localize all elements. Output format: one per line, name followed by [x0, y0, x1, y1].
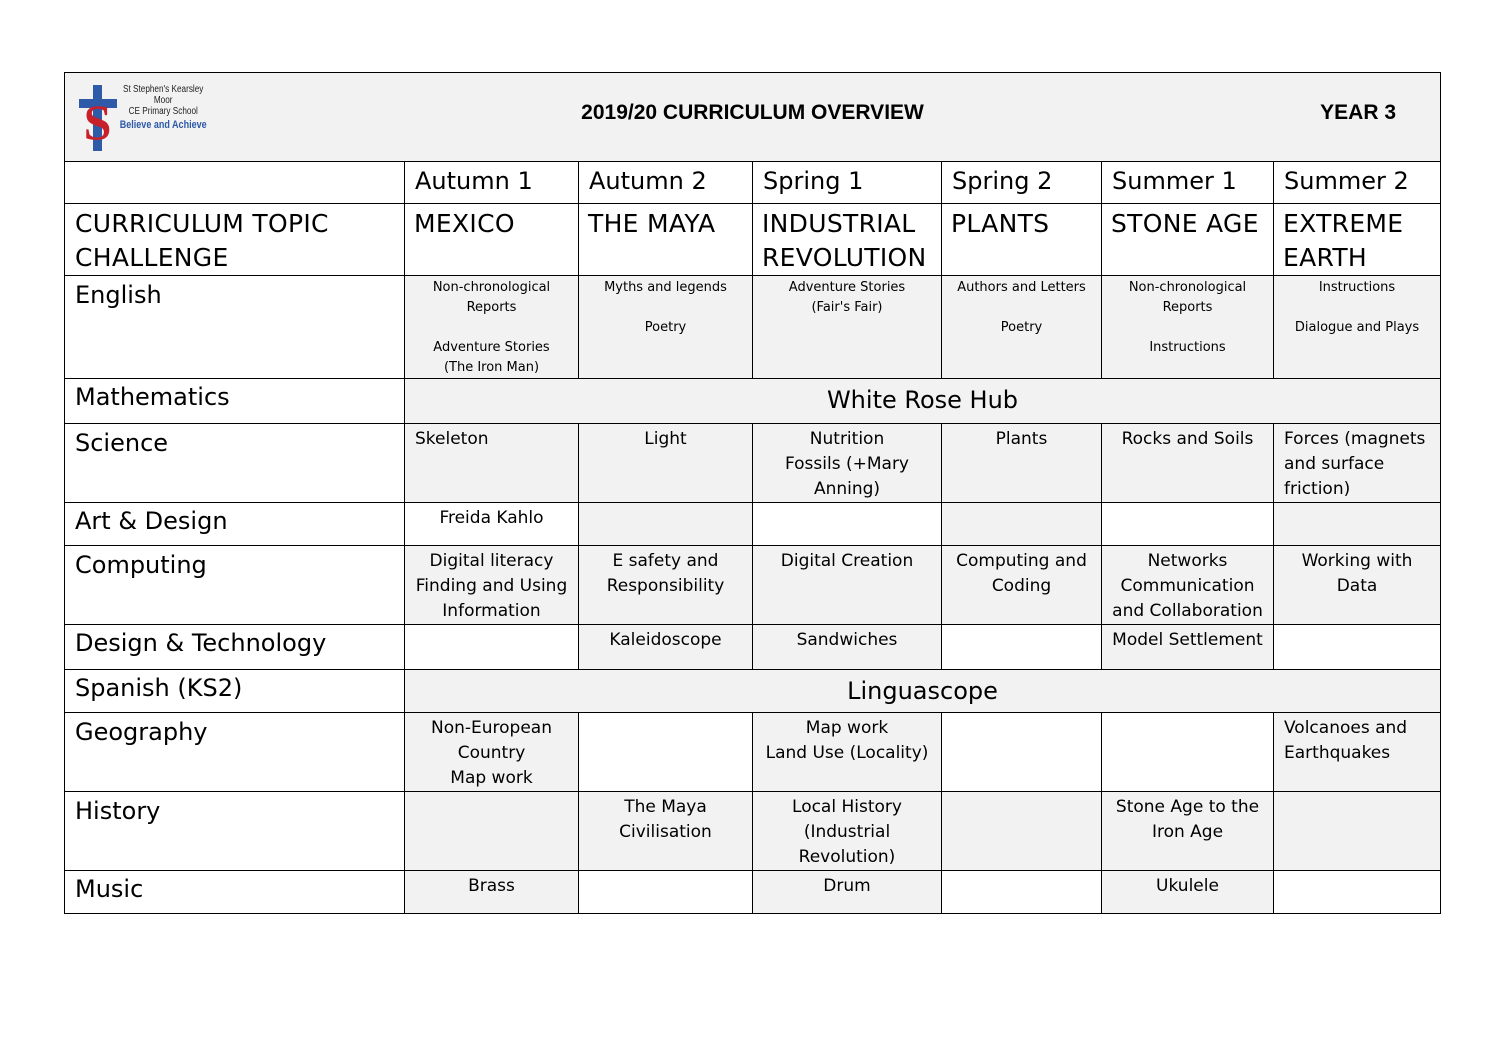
school-name-line1: St Stephen's Kearsley Moor	[122, 84, 204, 106]
history-cell	[942, 792, 1102, 871]
dt-row	[65, 625, 1441, 670]
english-cell: Authors and Letters Poetry	[942, 276, 1102, 379]
music-cell: Ukulele	[1102, 871, 1274, 914]
art-cell: Freida Kahlo	[405, 503, 579, 546]
english-cell: Myths and legends Poetry	[579, 276, 753, 379]
topic-cell: STONE AGE	[1102, 204, 1274, 276]
music-cell	[942, 871, 1102, 914]
term-autumn-1: Autumn 1	[405, 162, 579, 204]
science-row	[65, 424, 1441, 503]
svg-text:S: S	[83, 94, 112, 150]
music-cell	[579, 871, 753, 914]
maths-scheme: White Rose Hub	[405, 379, 1441, 424]
spanish-scheme: Linguascope	[405, 670, 1441, 713]
music-cell: Brass	[405, 871, 579, 914]
term-spring-1: Spring 1	[753, 162, 942, 204]
geography-cell	[579, 713, 753, 792]
computing-cell: Digital Creation	[753, 546, 942, 625]
curriculum-sheet	[64, 72, 1440, 914]
music-cell: Drum	[753, 871, 942, 914]
science-cell: Light	[579, 424, 753, 503]
dt-cell	[942, 625, 1102, 670]
topic-cell: THE MAYA	[579, 204, 753, 276]
history-row	[65, 792, 1441, 871]
english-row	[65, 276, 1441, 379]
science-cell: Plants	[942, 424, 1102, 503]
art-cell	[942, 503, 1102, 546]
year-label: YEAR 3	[1320, 101, 1397, 124]
history-cell: Local History (Industrial Revolution)	[753, 792, 942, 871]
science-cell: Forces (magnets and surface friction)	[1274, 424, 1441, 503]
school-motto: Believe and Achieve	[119, 119, 207, 131]
history-cell: Stone Age to the Iron Age	[1102, 792, 1274, 871]
geography-cell: Map work Land Use (Locality)	[753, 713, 942, 792]
english-cell: Non-chronological Reports Adventure Stories (The Iron Man)	[405, 276, 579, 379]
computing-cell: Computing and Coding	[942, 546, 1102, 625]
history-cell	[1274, 792, 1441, 871]
document-title: 2019/20 CURRICULUM OVERVIEW	[581, 101, 924, 124]
science-cell: Rocks and Soils	[1102, 424, 1274, 503]
subject-label-music: Music	[65, 871, 405, 914]
subject-label-geography: Geography	[65, 713, 405, 792]
dt-cell: Kaleidoscope	[579, 625, 753, 670]
spanish-row	[65, 670, 1441, 713]
computing-cell: Digital literacy Finding and Using Information	[405, 546, 579, 625]
geography-row	[65, 713, 1441, 792]
dt-cell	[1274, 625, 1441, 670]
english-cell: Non-chronological Reports Instructions	[1102, 276, 1274, 379]
topic-cell: MEXICO	[405, 204, 579, 276]
topic-cell: EXTREME EARTH	[1274, 204, 1441, 276]
music-row	[65, 871, 1441, 914]
subject-label-history: History	[65, 792, 405, 871]
subject-label-computing: Computing	[65, 546, 405, 625]
subject-label-dt: Design & Technology	[65, 625, 405, 670]
art-row	[65, 503, 1441, 546]
dt-cell: Model Settlement	[1102, 625, 1274, 670]
computing-cell: Working with Data	[1274, 546, 1441, 625]
history-cell: The Maya Civilisation	[579, 792, 753, 871]
art-cell	[579, 503, 753, 546]
dt-cell	[405, 625, 579, 670]
terms-row	[65, 162, 1441, 204]
music-cell	[1274, 871, 1441, 914]
art-cell	[1274, 503, 1441, 546]
topic-label: CURRICULUM TOPIC CHALLENGE	[65, 204, 405, 276]
term-summer-1: Summer 1	[1102, 162, 1274, 204]
subject-label-art: Art & Design	[65, 503, 405, 546]
geography-cell: Volcanoes and Earthquakes	[1274, 713, 1441, 792]
geography-cell	[942, 713, 1102, 792]
subject-label-science: Science	[65, 424, 405, 503]
science-cell: Skeleton	[405, 424, 579, 503]
topic-cell: PLANTS	[942, 204, 1102, 276]
subject-label-english: English	[65, 276, 405, 379]
school-name-line2: CE Primary School	[128, 106, 198, 117]
english-cell: Instructions Dialogue and Plays	[1274, 276, 1441, 379]
topic-row	[65, 204, 1441, 276]
art-cell	[753, 503, 942, 546]
art-cell	[1102, 503, 1274, 546]
computing-row	[65, 546, 1441, 625]
geography-cell: Non-European Country Map work	[405, 713, 579, 792]
curriculum-table	[64, 72, 1441, 914]
english-cell: Adventure Stories (Fair's Fair)	[753, 276, 942, 379]
dt-cell: Sandwiches	[753, 625, 942, 670]
term-spring-2: Spring 2	[942, 162, 1102, 204]
computing-cell: Networks Communication and Collaboration	[1102, 546, 1274, 625]
topic-cell: INDUSTRIAL REVOLUTION	[753, 204, 942, 276]
subject-label-maths: Mathematics	[65, 379, 405, 424]
header-row	[65, 73, 1441, 162]
history-cell	[405, 792, 579, 871]
maths-row	[65, 379, 1441, 424]
subject-label-spanish: Spanish (KS2)	[65, 670, 405, 713]
science-cell: Nutrition Fossils (+Mary Anning)	[753, 424, 942, 503]
geography-cell	[1102, 713, 1274, 792]
term-autumn-2: Autumn 2	[579, 162, 753, 204]
corner-cell	[65, 162, 405, 204]
term-summer-2: Summer 2	[1274, 162, 1441, 204]
computing-cell: E safety and Responsibility	[579, 546, 753, 625]
